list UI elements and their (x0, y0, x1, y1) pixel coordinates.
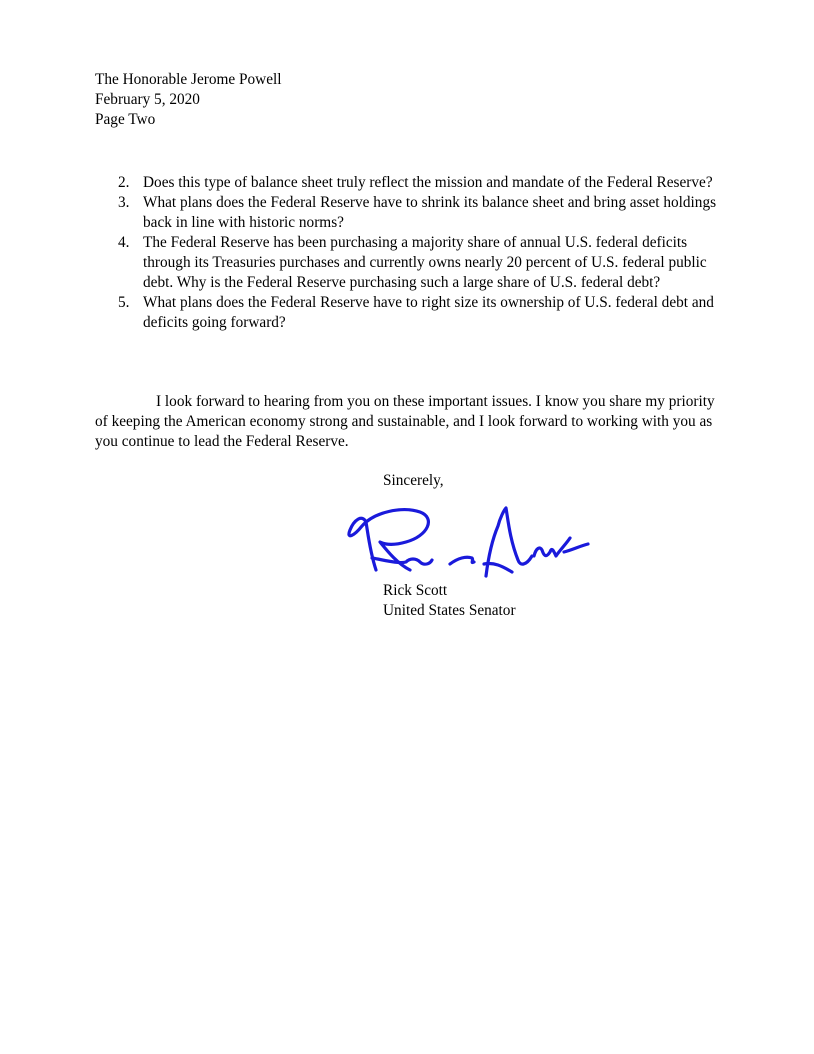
letter-header (95, 70, 281, 130)
handwritten-signature (340, 500, 600, 585)
question-number: 3. (118, 194, 130, 211)
question-list (95, 173, 725, 333)
question-text: Does this type of balance sheet truly reflect the mission and mandate of the Federal Reserve? (143, 174, 713, 191)
date-line: February 5, 2020 (95, 91, 200, 108)
question-item (95, 173, 725, 193)
question-number: 5. (118, 294, 130, 311)
question-item (95, 193, 725, 233)
question-number: 4. (118, 234, 130, 251)
question-text: What plans does the Federal Reserve have to shrink its balance sheet and bring asset holdings back in line with historic norms? (143, 194, 717, 231)
closing-paragraph: I look forward to hearing from you on these important issues. I know you share my priority of keeping the American economy strong and sustainable, and I look forward to working with you as you continue to lead the Federal Reserve. (95, 393, 715, 450)
question-text: What plans does the Federal Reserve have to right size its ownership of U.S. federal debt and deficits going forward? (143, 294, 714, 331)
signer-title: United States Senator (383, 602, 516, 619)
question-item (95, 233, 725, 293)
question-number: 2. (118, 174, 130, 191)
signoff-text: Sincerely, (383, 472, 444, 489)
question-text: The Federal Reserve has been purchasing a majority share of annual U.S. federal deficits through its Treasuries purchases and currently owns nearly 20 percent of U.S. federal public debt. Why is the Federal Reserve purchasing such a large share of U.S. federal debt? (143, 234, 707, 291)
page-number-line: Page Two (95, 111, 156, 128)
signer-name: Rick Scott (383, 582, 448, 599)
question-item (95, 293, 725, 333)
recipient-line: The Honorable Jerome Powell (95, 71, 282, 88)
